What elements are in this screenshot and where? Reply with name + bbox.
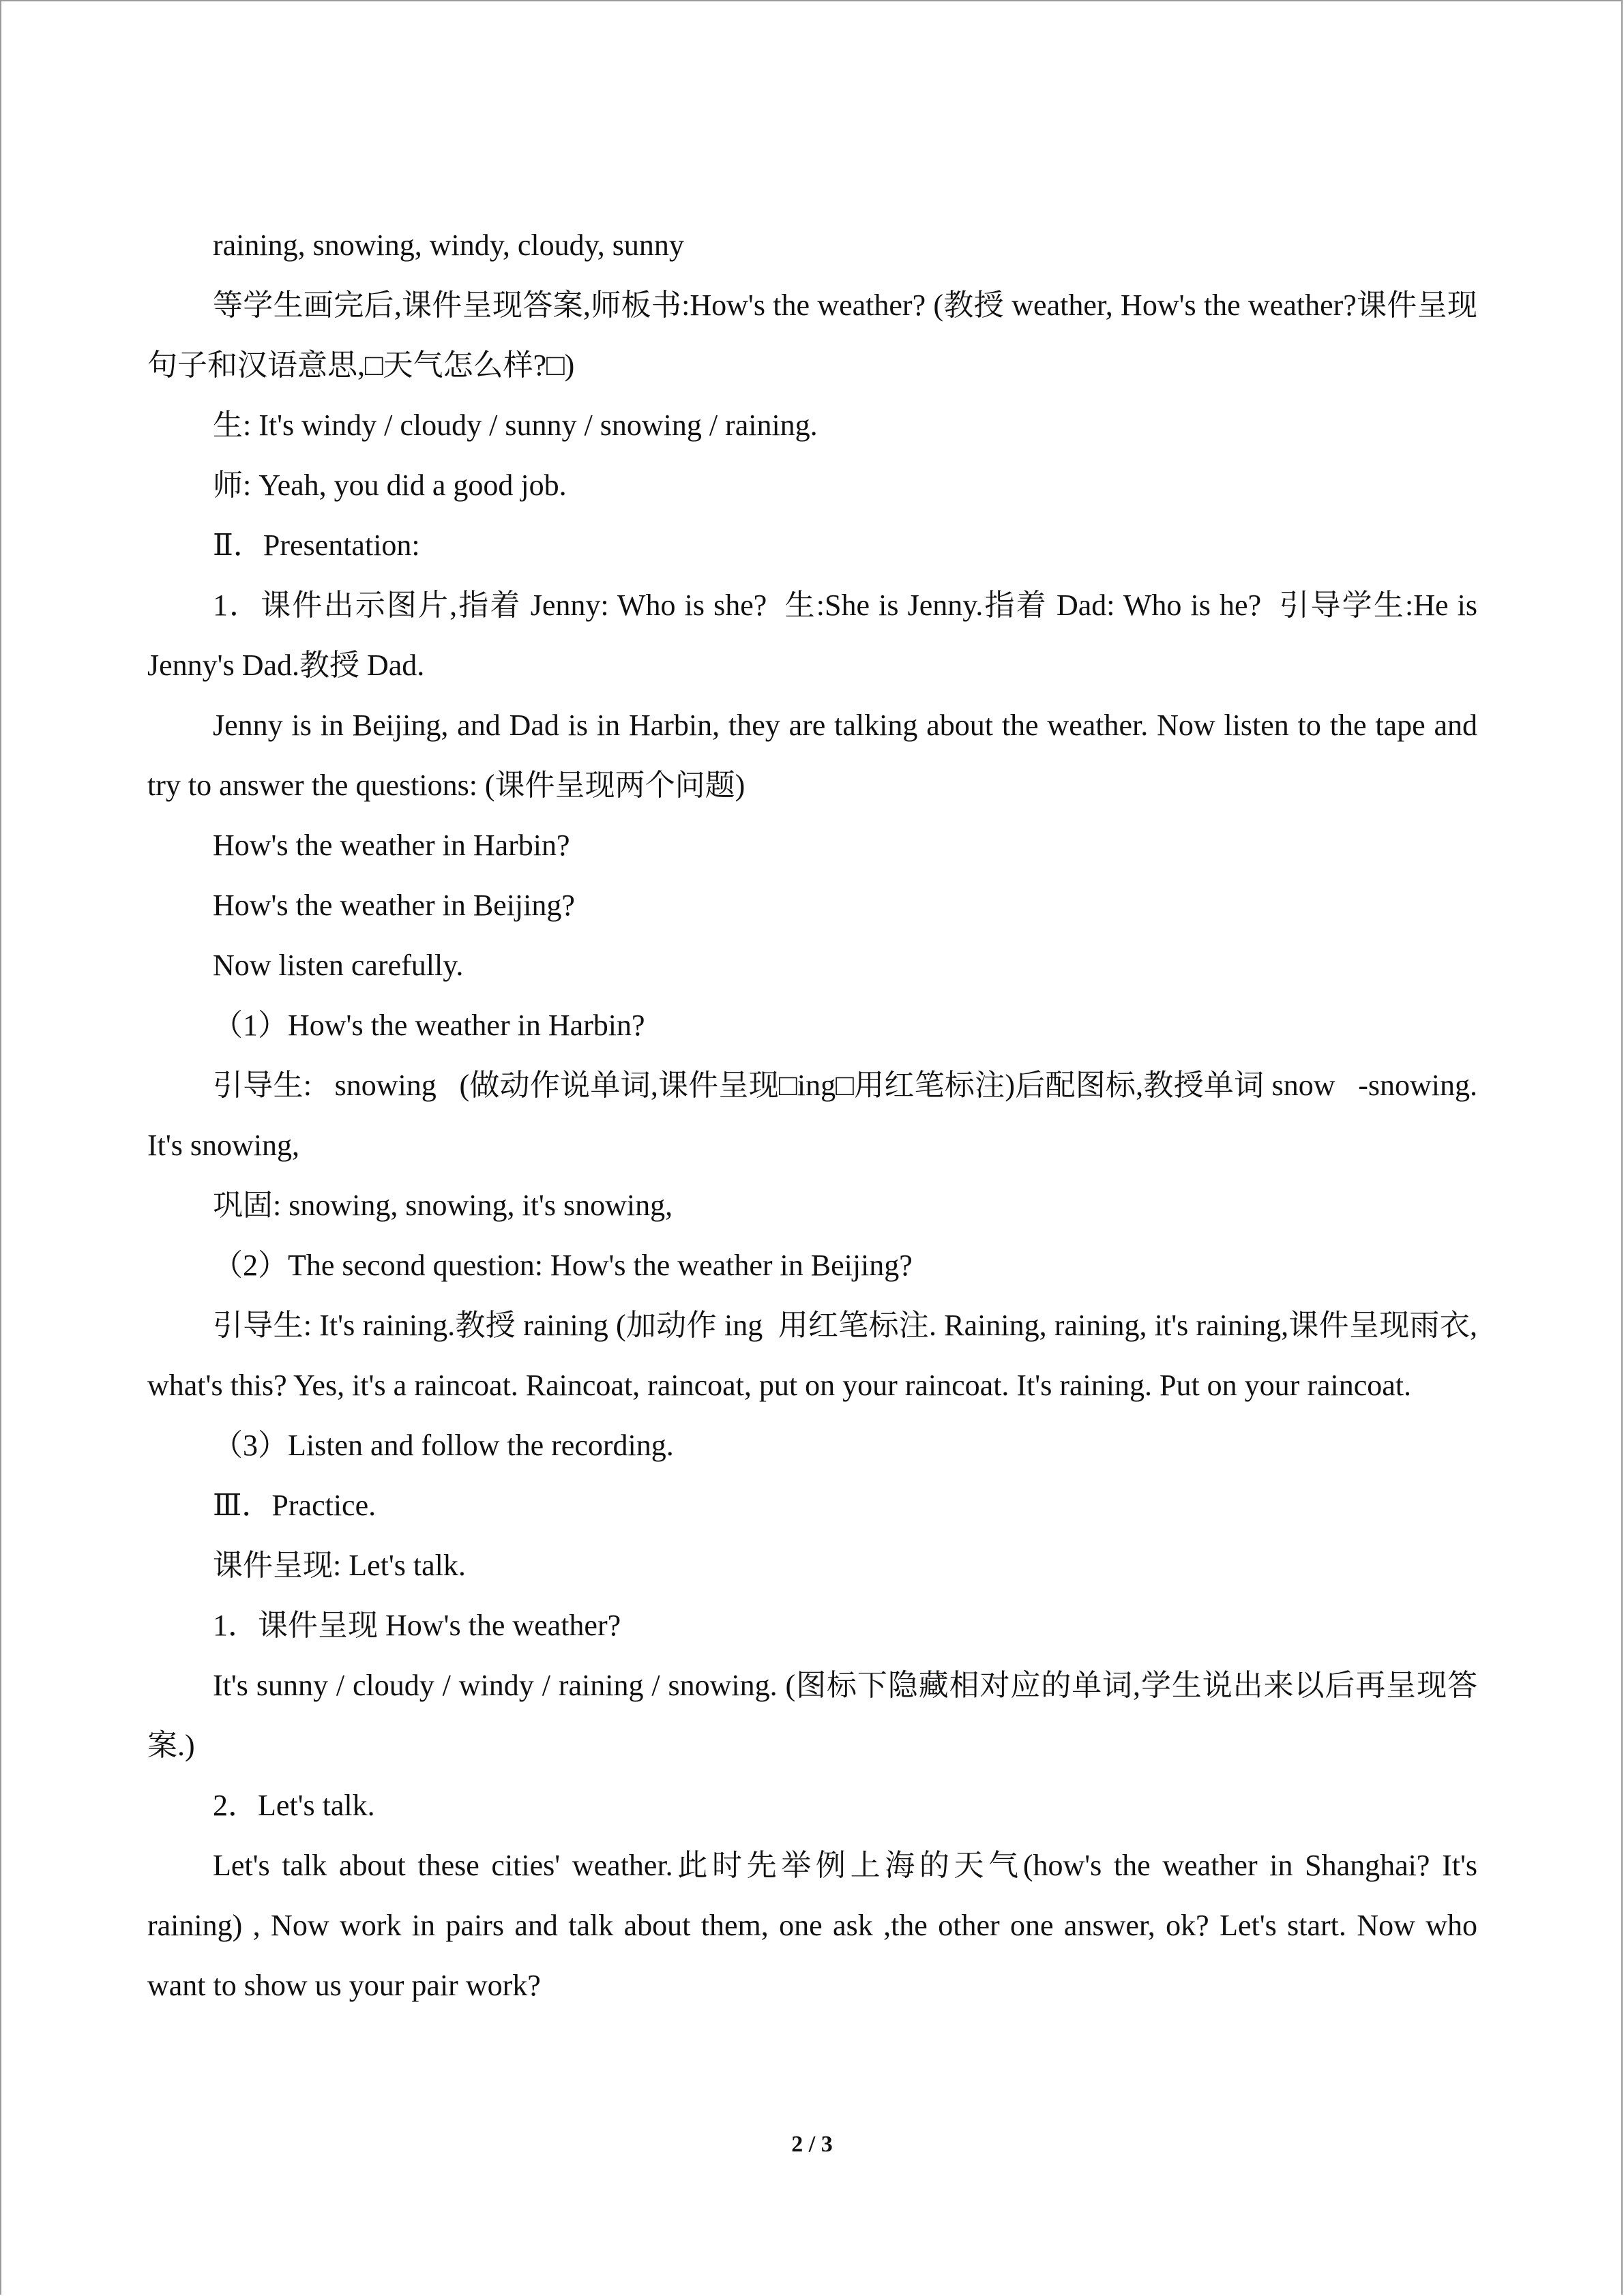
paragraph-teacher-praise: 师: Yeah, you did a good job. — [213, 468, 567, 502]
subitem-3-listen-follow: （3）Listen and follow the recording. — [213, 1429, 674, 1462]
paragraph-listen-carefully: Now listen carefully. — [213, 949, 464, 982]
section-heading-presentation: Ⅱ．Presentation: — [213, 528, 420, 562]
document-body — [147, 215, 1485, 2016]
question-beijing: How's the weather in Beijing? — [213, 889, 575, 922]
paragraph-guide-raining: 引导生: It's raining.教授 raining (加动作 ing 用红笔标注. Raining, raining, it's raining,课件呈现雨衣, what's this? Yes, it's a raincoat. Raincoat, raincoat, put on your raincoat. It's raining. Put on your raincoat. — [147, 1309, 1485, 1402]
subitem-2-beijing: （2）The second question: How's the weather in Beijing? — [213, 1249, 913, 1282]
page-number: 2 / 3 — [791, 2132, 833, 2157]
paragraph-student-answer: 生: It's windy / cloudy / sunny / snowing / raining. — [213, 408, 818, 442]
paragraph-practice-step-1: 1．课件呈现 How's the weather? — [213, 1609, 621, 1642]
paragraph-weather-words: raining, snowing, windy, cloudy, sunny — [213, 228, 684, 262]
paragraph-guide-snowing: 引导生: snowing (做动作说单词,课件呈现□ing□用红笔标注)后配图标,教授单词 snow -snowing. It's snowing, — [147, 1069, 1485, 1162]
paragraph-listen-tape: Jenny is in Beijing, and Dad is in Harbin, they are talking about the weather. Now listen to the tape and try to answer the questions: (课件呈现两个问题) — [147, 709, 1485, 802]
paragraph-weather-answers: It's sunny / cloudy / windy / raining / snowing. (图标下隐藏相对应的单词,学生说出来以后再呈现答案.) — [147, 1669, 1477, 1762]
section-heading-practice: Ⅲ．Practice. — [213, 1489, 377, 1522]
subitem-1-harbin: （1）How's the weather in Harbin? — [213, 1009, 645, 1042]
paragraph-lets-talk-intro: 课件呈现: Let's talk. — [213, 1549, 466, 1582]
paragraph-cities-weather: Let's talk about these cities' weather.此时先举例上海的天气(how's the weather in Shanghai? It's raining) , Now work in pairs and talk about them, one ask ,the other one answer, ok? Let's start. Now who want to show us your pair work? — [147, 1849, 1485, 2002]
paragraph-consolidate-snowing: 巩固: snowing, snowing, it's snowing, — [213, 1189, 673, 1222]
question-harbin: How's the weather in Harbin? — [213, 829, 570, 862]
paragraph-teacher-writes: 等学生画完后,课件呈现答案,师板书:How's the weather? (教授 weather, How's the weather?课件呈现句子和汉语意思,□天气怎么样?□) — [147, 288, 1477, 382]
paragraph-practice-step-2: 2．Let's talk. — [213, 1789, 375, 1822]
paragraph-presentation-step-1: 1．课件出示图片,指着 Jenny: Who is she? 生:She is Jenny.指着 Dad: Who is he? 引导学生:He is Jenny's Dad.教授 Dad. — [147, 588, 1485, 682]
